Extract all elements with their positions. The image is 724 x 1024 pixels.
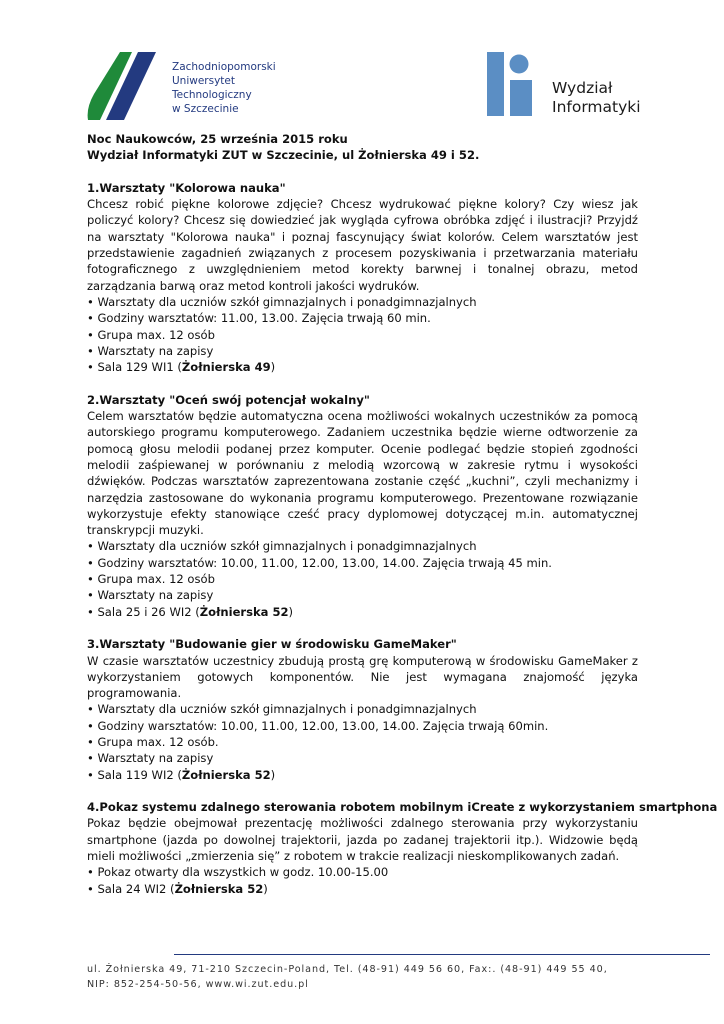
workshop-description: Celem warsztatów będzie automatyczna ocena możliwości wokalnych uczestników za pomocą autorskiego programu komputerowego. Zadaniem uczestnika będzie wierne odtworzenie za pomocą głosu melodii podanej przez komputer. Ocenie podlegać będzie stopień zgodności melodii zaśpiewanej w porównaniu z melodią wzorcową w zakresie rytmu i wysokości dźwięków. Podczas warsztatów zaprezentowana zostanie część „kuchni”, czyli mechanizmy i narzędzia zastosowane do wykonania programu komputerowego. Prezentowane rozwiązanie wykorzystuje efekty stanowiące cześć pracy dyplomowej dotyczącej m.in. automatycznej transkrypcji muzyki.: [87, 409, 638, 538]
room-address: Żołnierska 49: [181, 360, 271, 375]
workshop-room: [87, 881, 638, 897]
room-address: Żołnierska 52: [199, 604, 289, 619]
workshop-bullet: • Warsztaty dla uczniów szkół gimnazjalnych i ponadgimnazjalnych: [87, 294, 477, 309]
workshop-bullet: • Warsztaty dla uczniów szkół gimnazjalnych i ponadgimnazjalnych: [87, 702, 477, 717]
workshop-bullet: • Godziny warsztatów: 11.00, 13.00. Zajęcia trwają 60 min.: [87, 311, 431, 326]
workshop-title: 3.Warsztaty "Budowanie gier w środowisku GameMaker": [87, 637, 457, 652]
workshop-bullet: • Godziny warsztatów: 10.00, 11.00, 12.00, 13.00, 14.00. Zajęcia trwają 60min.: [87, 718, 549, 733]
event-title: Noc Naukowców, 25 września 2015 roku: [87, 132, 348, 146]
room-suffix: ): [270, 360, 276, 375]
footer-divider: [174, 954, 710, 955]
workshop-bullet: • Grupa max. 12 osób: [87, 572, 215, 587]
workshop-room: [87, 604, 638, 620]
workshop-title: 1.Warsztaty "Kolorowa nauka": [87, 180, 286, 195]
wi-logo-mark-icon: [486, 52, 536, 118]
room-prefix: • Sala 119 WI2 (: [87, 767, 182, 782]
wi-logo: [486, 52, 646, 118]
workshop-bullet: • Warsztaty na zapisy: [87, 343, 214, 358]
footer-address: ul. Żołnierska 49, 71-210 Szczecin-Poland, Tel. (48-91) 449 56 60, Fax:. (48-91) 449 55 40,: [87, 964, 608, 975]
document-body: [87, 131, 718, 897]
workshop-room: [87, 767, 638, 783]
room-address: Żołnierska 52: [174, 881, 264, 896]
workshop-title: 4.Pokaz systemu zdalnego sterowania robotem mobilnym iCreate z wykorzystaniem smartphona: [87, 800, 718, 815]
workshop-description: W czasie warsztatów uczestnicy zbudują prostą grę komputerową w środowisku GameMaker z wykorzystaniem gotowych komponentów. Nie jest wymagana znajomość języka programowania.: [87, 653, 638, 701]
zut-logo-line: Zachodniopomorski: [172, 61, 276, 73]
zut-logo: [86, 50, 286, 122]
zut-logo-line: Technologiczny: [172, 89, 252, 101]
workshop-bullet: • Grupa max. 12 osób: [87, 327, 215, 342]
workshop-description: Pokaz będzie obejmował prezentację możliwości zdalnego sterowania przy wykorzystaniu smartphone (jazda po dowolnej trajektorii, jazda po zadanej trajektorii itp.). Widzowie będą mieli możliwości „zmierzenia się” z robotem w trakcie realizacji nieskomplikowanych zadań.: [87, 816, 638, 864]
workshop-bullet: • Warsztaty na zapisy: [87, 751, 214, 766]
event-location: Wydział Informatyki ZUT w Szczecinie, ul Żołnierska 49 i 52.: [87, 148, 480, 163]
room-suffix: ): [263, 881, 268, 896]
workshop-bullet: • Pokaz otwarty dla wszystkich w godz. 10.00-15.00: [87, 865, 389, 880]
room-address: Żołnierska 52: [181, 767, 271, 782]
workshop-description: Chcesz robić piękne kolorowe zdjęcie? Chcesz wydrukować piękne kolory? Czy wiesz jak policzyć kolory? Chcesz się dowiedzieć jak wygląda cyfrowa obróbka zdjęć i ilustracji? Przyjdź na warsztaty "Kolorowa nauka" i poznaj fascynujący świat kolorów. Celem warsztatów jest przedstawienie zagadnień związanych z procesem pozyskiwania i przetwarzania materiału fotograficznego z uwzględnieniem metod korekty barwnej i tonalnej obrazu, metod zarządzania barwą oraz metod kontroli jakości wydruków.: [87, 197, 638, 293]
wi-logo-line: Informatyki: [552, 98, 641, 116]
workshop-bullet: • Godziny warsztatów: 10.00, 11.00, 12.00, 13.00, 14.00. Zajęcia trwają 45 min.: [87, 555, 552, 570]
footer-nip-website: NIP: 852-254-50-56, www.wi.zut.edu.pl: [87, 979, 309, 990]
workshop-room: [87, 359, 638, 375]
room-suffix: ): [288, 604, 294, 619]
room-prefix: • Sala 25 i 26 WI2 (: [87, 604, 200, 619]
workshop-bullet: • Warsztaty dla uczniów szkół gimnazjalnych i ponadgimnazjalnych: [87, 539, 477, 554]
room-prefix: • Sala 24 WI2 (: [87, 881, 175, 896]
zut-logo-mark-icon: [86, 50, 166, 122]
zut-logo-line: w Szczecinie: [172, 103, 239, 115]
zut-logo-line: Uniwersytet: [172, 75, 235, 87]
wi-logo-line: Wydział: [552, 79, 613, 97]
workshop-title: 2.Warsztaty "Oceń swój potencjał wokalny": [87, 392, 370, 407]
footer: [87, 962, 608, 992]
room-suffix: ): [270, 767, 276, 782]
workshop-bullet: • Warsztaty na zapisy: [87, 588, 214, 603]
room-prefix: • Sala 129 WI1 (: [87, 360, 182, 375]
workshop-bullet: • Grupa max. 12 osób.: [87, 734, 219, 749]
